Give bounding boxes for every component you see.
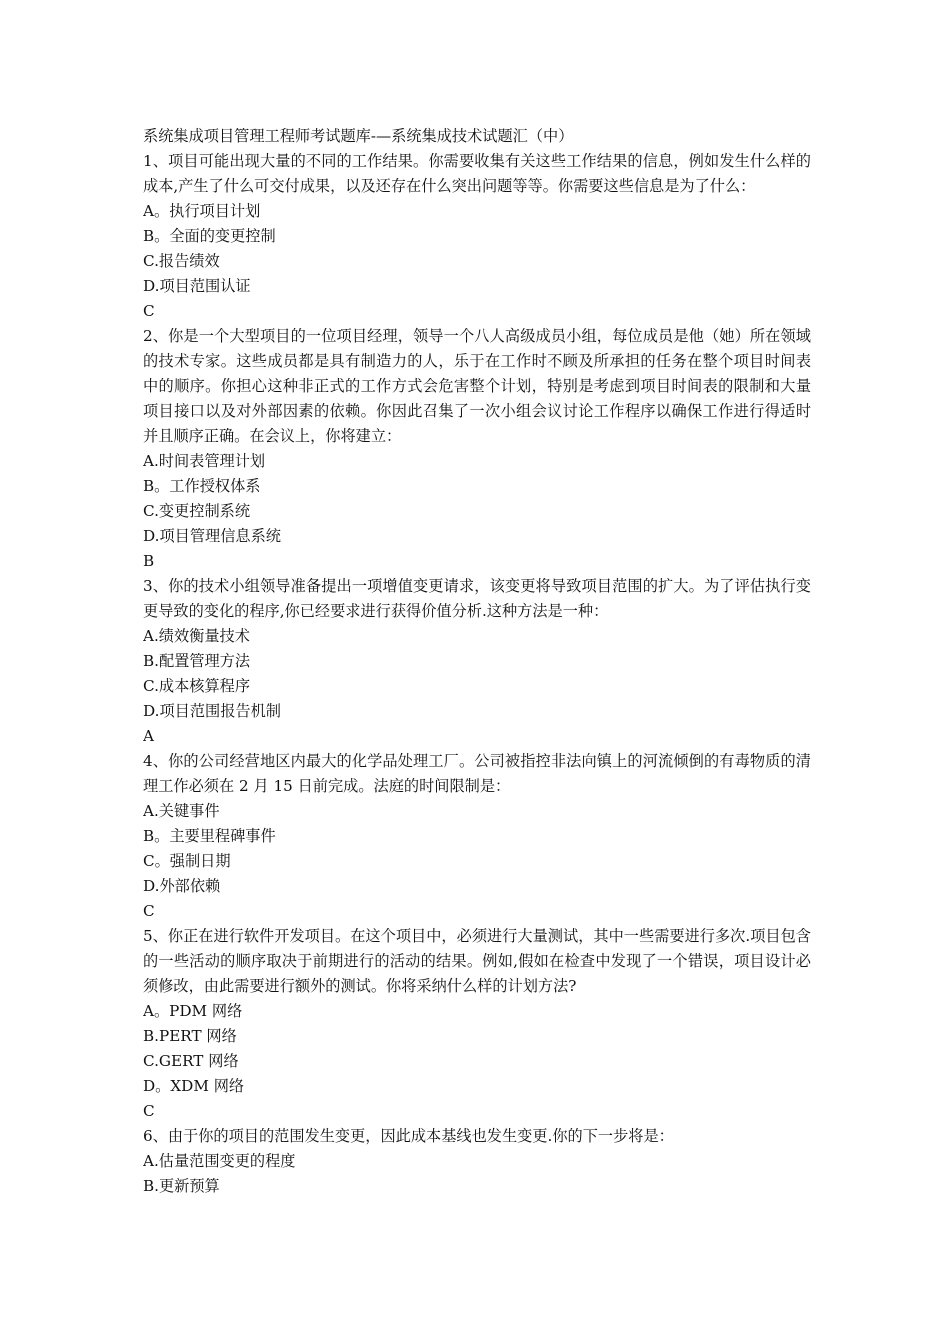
option-c: C.报告绩效 — [143, 252, 220, 270]
question-stem: 3、你的技术小组领导准备提出一项增值变更请求，该变更将导致项目范围的扩大。为了评估执行变更导致的变化的程序,你已经要求进行获得价值分析.这种方法是一种： — [143, 577, 811, 620]
document-title: 系统集成项目管理工程师考试题库-—系统集成技术试题汇（中） — [143, 127, 574, 145]
option-b: B。全面的变更控制 — [143, 227, 276, 245]
question-stem: 4、你的公司经营地区内最大的化学品处理工厂。公司被指控非法向镇上的河流倾倒的有毒物质的清理工作必须在 2 月 15 日前完成。法庭的时间限制是： — [143, 752, 811, 795]
option-c: C.成本核算程序 — [143, 677, 251, 695]
option-d: D.项目范围报告机制 — [143, 702, 281, 720]
option-a: A.估量范围变更的程度 — [143, 1152, 296, 1170]
document-page — [143, 124, 811, 1199]
question-stem: 2、你是一个大型项目的一位项目经理，领导一个八人高级成员小组，每位成员是他（她）所在领域的技术专家。这些成员都是具有制造力的人，乐于在工作时不顾及所承担的任务在整个项目时间表中的顺序。你担心这种非正式的工作方式会危害整个计划，特别是考虑到项目时间表的限制和大量项目接口以及对外部因素的依赖。你因此召集了一次小组会议讨论工作程序以确保工作进行得适时并且顺序正确。在会议上，你将建立： — [143, 327, 811, 445]
answer: C — [143, 902, 155, 920]
option-c: C.变更控制系统 — [143, 502, 251, 520]
option-b: B.配置管理方法 — [143, 652, 251, 670]
option-a: A。PDM 网络 — [143, 1002, 243, 1020]
answer: C — [143, 1102, 155, 1120]
option-a: A.时间表管理计划 — [143, 452, 266, 470]
option-b: B.更新预算 — [143, 1177, 220, 1195]
option-d: D.项目范围认证 — [143, 277, 251, 295]
option-a: A.绩效衡量技术 — [143, 627, 250, 645]
option-a: A.关键事件 — [143, 802, 220, 820]
option-d: D.外部依赖 — [143, 877, 221, 895]
question-stem: 1、项目可能出现大量的不同的工作结果。你需要收集有关这些工作结果的信息，例如发生什么样的成本,产生了什么可交付成果，以及还存在什么突出问题等等。你需要这些信息是为了什么： — [143, 152, 811, 195]
option-d: D.项目管理信息系统 — [143, 527, 281, 545]
answer: A — [143, 727, 154, 745]
option-a: A。执行项目计划 — [143, 202, 261, 220]
question-stem: 6、由于你的项目的范围发生变更，因此成本基线也发生变更.你的下一步将是： — [143, 1127, 674, 1145]
option-d: D。XDM 网络 — [143, 1077, 245, 1095]
option-c: C.GERT 网络 — [143, 1052, 239, 1070]
question-stem: 5、你正在进行软件开发项目。在这个项目中，必须进行大量测试，其中一些需要进行多次.项目包含的一些活动的顺序取决于前期进行的活动的结果。例如,假如在检查中发现了一个错误，项目设计必须修改，由此需要进行额外的测试。你将采纳什么样的计划方法? — [143, 927, 811, 995]
option-c: C。强制日期 — [143, 852, 231, 870]
answer: C — [143, 302, 155, 320]
option-b: B。主要里程碑事件 — [143, 827, 276, 845]
option-b: B.PERT 网络 — [143, 1027, 237, 1045]
option-b: B。工作授权体系 — [143, 477, 261, 495]
answer: B — [143, 552, 155, 570]
